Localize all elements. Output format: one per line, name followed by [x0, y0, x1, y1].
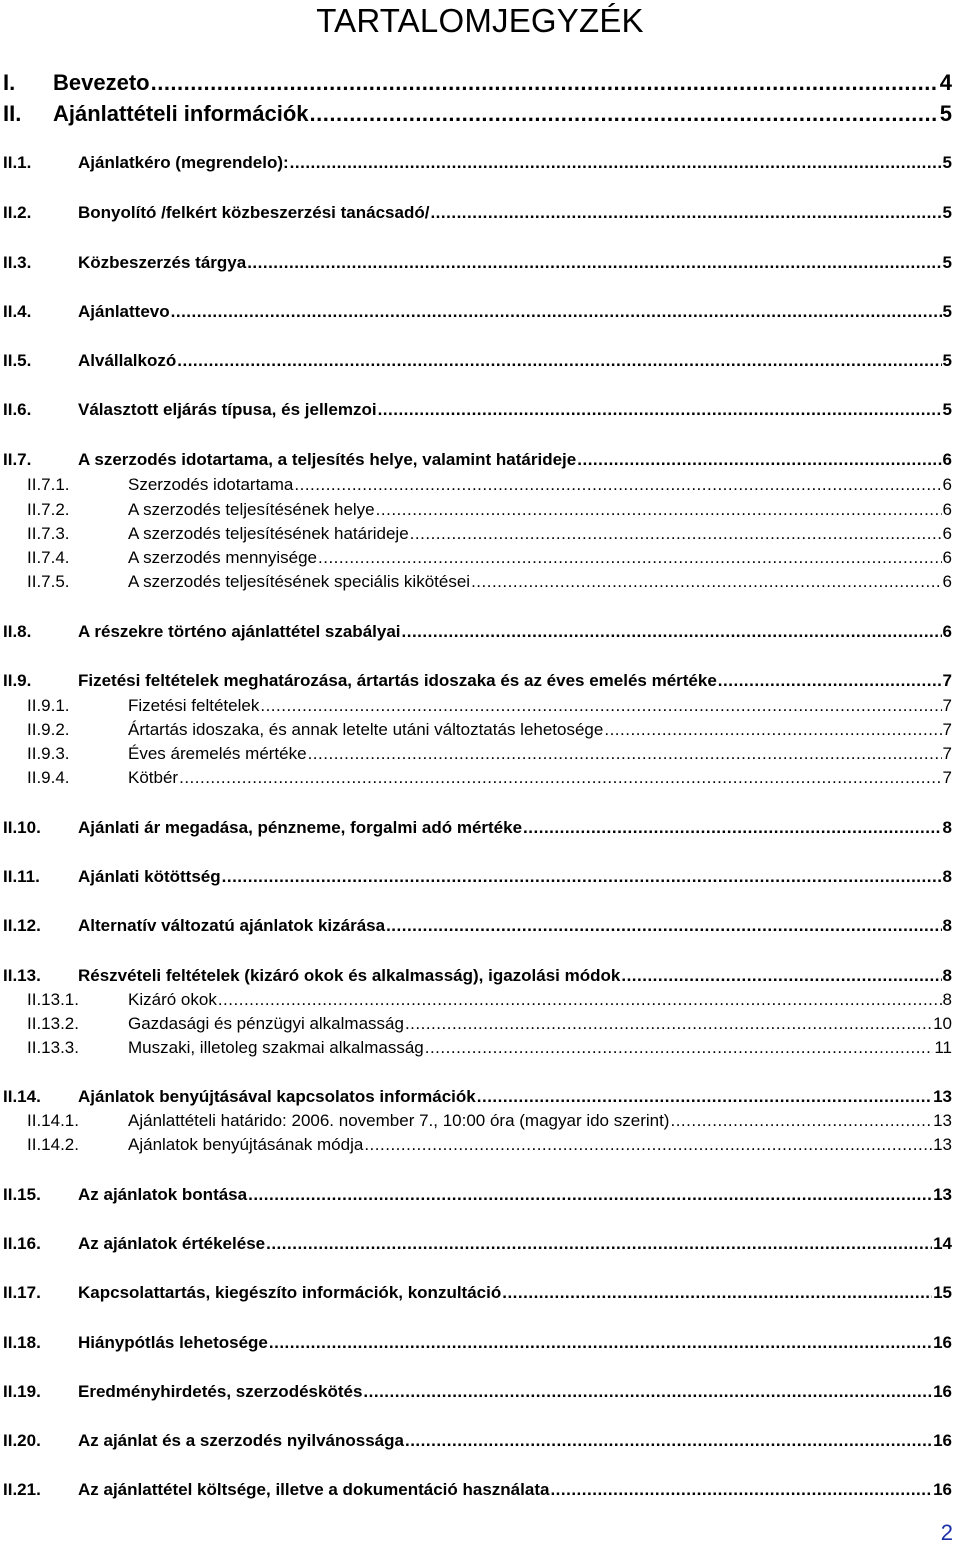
toc-entry[interactable] [0, 720, 960, 744]
toc-entry-page: 7 [942, 744, 952, 763]
dot-leader [179, 768, 941, 788]
toc-entry-page: 6 [942, 572, 952, 591]
toc-entry[interactable] [0, 1480, 960, 1504]
toc-entry-label: Választott eljárás típusa, és jellemzoi [78, 400, 377, 419]
toc-entry-page: 6 [942, 548, 952, 567]
dot-leader [318, 548, 942, 568]
toc-entry-label: Alvállalkozó [78, 351, 177, 370]
toc-entry-label: Fizetési feltételek meghatározása, ártartás idoszaka és az éves emelés mértéke [78, 671, 717, 690]
toc-entry[interactable] [0, 548, 960, 572]
toc-entry-label: Ajánlattételi információk [53, 101, 309, 126]
toc-entry[interactable] [0, 990, 960, 1014]
toc-entry[interactable] [0, 1014, 960, 1038]
toc-entry[interactable] [0, 1283, 960, 1307]
toc-entry[interactable] [0, 818, 960, 842]
toc-entry-page: 4 [939, 70, 952, 95]
toc-entry-label: Muszaki, illetoleg szakmai alkalmasság [128, 1038, 424, 1057]
toc-entry-label: Ártartás idoszaka, és annak letelte utáni változtatás lehetosége [128, 720, 604, 739]
toc-entry[interactable] [0, 153, 960, 177]
toc-entry-page: 5 [942, 253, 952, 272]
toc-entry-number: II.13.3. [27, 1038, 79, 1057]
dot-leader [171, 302, 942, 322]
dot-leader [405, 1014, 932, 1034]
toc-entry-page: 5 [942, 302, 952, 321]
dot-leader [550, 1480, 932, 1500]
dot-leader [386, 916, 941, 936]
toc-entry[interactable] [0, 1382, 960, 1406]
toc-entry-number: II.7.5. [27, 572, 70, 591]
toc-entry-number: II.21. [3, 1480, 41, 1499]
toc-entry-page: 8 [942, 867, 952, 886]
toc-entry-page: 5 [942, 153, 952, 172]
dot-leader [294, 475, 941, 495]
toc-entry-number: II.3. [3, 253, 32, 272]
toc-entry-label: Fizetési feltételek [128, 696, 260, 715]
toc-entry[interactable] [0, 253, 960, 277]
toc-entry-number: II.9.3. [27, 744, 70, 763]
toc-entry-label: Ajánlattételi határido: 2006. november 7., 10:00 óra (magyar ido szerint) [128, 1111, 670, 1130]
toc-entry-number: II.20. [3, 1431, 41, 1450]
toc-entry-label: Gazdasági és pénzügyi alkalmasság [128, 1014, 404, 1033]
dot-leader [308, 744, 942, 764]
toc-entry-number: II.12. [3, 916, 41, 935]
toc-entry-page: 6 [942, 475, 952, 494]
dot-leader [222, 867, 942, 887]
toc-entry[interactable] [0, 70, 960, 94]
toc-entry-label: Közbeszerzés tárgya [78, 253, 247, 272]
toc-entry[interactable] [0, 302, 960, 326]
dot-leader [430, 203, 941, 223]
toc-entry[interactable] [0, 351, 960, 375]
toc-entry-page: 15 [933, 1283, 952, 1302]
toc-entry-page: 5 [939, 101, 952, 126]
toc-entry-label: Az ajánlat és a szerzodés nyilvánossága [78, 1431, 404, 1450]
toc-entry[interactable] [0, 400, 960, 424]
toc-entry-label: Hiánypótlás lehetosége [78, 1333, 268, 1352]
toc-entry-page: 5 [942, 351, 952, 370]
toc-entry-page: 6 [942, 500, 952, 519]
toc-entry-label: Részvételi feltételek (kizáró okok és alkalmasság), igazolási módok [78, 966, 621, 985]
dot-leader [402, 622, 942, 642]
toc-entry-page: 13 [933, 1087, 952, 1106]
toc-entry-label: A szerzodés teljesítésének határideje [128, 524, 409, 543]
toc-entry[interactable] [0, 203, 960, 227]
toc-entry[interactable] [0, 1234, 960, 1258]
toc-entry-label: Kizáró okok [128, 990, 217, 1009]
toc-entry-number: II.9.2. [27, 720, 70, 739]
toc-entry[interactable] [0, 671, 960, 695]
toc-entry-number: II.7.3. [27, 524, 70, 543]
toc-entry-number: II.17. [3, 1283, 41, 1302]
toc-entry-number: II.9. [3, 671, 32, 690]
toc-entry-page: 7 [942, 696, 952, 715]
toc-entry-page: 5 [942, 203, 952, 222]
toc-entry-page: 5 [942, 400, 952, 419]
toc-entry-label: A szerzodés teljesítésének helye [128, 500, 375, 519]
toc-entry[interactable] [0, 916, 960, 940]
dot-leader [260, 696, 941, 716]
toc-entry-page: 13 [933, 1185, 952, 1204]
toc-entry-number: II.13. [3, 966, 41, 985]
toc-entry[interactable] [0, 1038, 960, 1062]
toc-entry-number: I. [3, 70, 16, 95]
toc-entry-number: II.6. [3, 400, 32, 419]
dot-leader [310, 101, 939, 127]
toc-entry-number: II.1. [3, 153, 32, 172]
toc-entry-number: II.2. [3, 203, 32, 222]
toc-entry-page: 13 [933, 1111, 952, 1130]
toc-entry[interactable] [0, 1431, 960, 1455]
dot-leader [364, 1135, 932, 1155]
toc-entry-page: 10 [933, 1014, 952, 1033]
toc-entry-label: Bevezeto [53, 70, 150, 95]
toc-entry-page: 7 [942, 671, 952, 690]
dot-leader [670, 1111, 932, 1131]
dot-leader [405, 1431, 932, 1451]
dot-leader [378, 400, 942, 420]
dot-leader [410, 524, 942, 544]
toc-entry-label: A szerzodés teljesítésének speciális kikötései [128, 572, 471, 591]
page-number: 2 [940, 1520, 953, 1545]
document-title: TARTALOMJEGYZÉK [316, 2, 644, 39]
toc-entry-page: 6 [942, 524, 952, 543]
toc-entry[interactable] [0, 1185, 960, 1209]
toc-entry[interactable] [0, 572, 960, 596]
toc-entry-label: Ajánlattevo [78, 302, 170, 321]
toc-entry-page: 6 [942, 622, 952, 641]
toc-entry-number: II.16. [3, 1234, 41, 1253]
toc-entry-label: Szerzodés idotartama [128, 475, 294, 494]
toc-entry[interactable] [0, 966, 960, 990]
toc-entry-number: II.11. [3, 867, 40, 886]
toc-entry-label: Kötbér [128, 768, 179, 787]
toc-entry-number: II.14.2. [27, 1135, 79, 1154]
toc-entry[interactable] [0, 475, 960, 499]
toc-entry-label: Az ajánlattétel költsége, illetve a dokumentáció használata [78, 1480, 550, 1499]
toc-entry-label: Eredményhirdetés, szerzodéskötés [78, 1382, 363, 1401]
toc-entry-page: 7 [942, 720, 952, 739]
dot-leader [621, 966, 941, 986]
dot-leader [523, 818, 941, 838]
dot-leader [577, 450, 941, 470]
toc-entry-page: 8 [942, 990, 952, 1009]
dot-leader [363, 1382, 932, 1402]
toc-entry-number: II.4. [3, 302, 32, 321]
toc-entry[interactable] [0, 768, 960, 792]
toc-entry[interactable] [0, 696, 960, 720]
dot-leader [718, 671, 942, 691]
toc-entry[interactable] [0, 1333, 960, 1357]
dot-leader [290, 153, 942, 173]
toc-entry-number: II.7.1. [27, 475, 70, 494]
toc-entry-page: 16 [933, 1480, 952, 1499]
toc-entry-number: II.7. [3, 450, 32, 469]
toc-entry-label: A szerzodés mennyisége [128, 548, 317, 567]
dot-leader [247, 253, 941, 273]
dot-leader [248, 1185, 932, 1205]
toc-entry-number: II.9.1. [27, 696, 70, 715]
toc-entry-page: 11 [934, 1038, 952, 1057]
toc-entry-number: II.8. [3, 622, 32, 641]
toc-entry-label: Kapcsolattartás, kiegészíto információk, konzultáció [78, 1283, 502, 1302]
toc-entry-label: A részekre történo ajánlattétel szabályai [78, 622, 401, 641]
toc-entry-label: Az ajánlatok értékelése [78, 1234, 266, 1253]
toc-entry[interactable] [0, 622, 960, 646]
dot-leader [177, 351, 941, 371]
dot-leader [471, 572, 941, 592]
toc-entry-label: Alternatív változatú ajánlatok kizárása [78, 916, 386, 935]
dot-leader [477, 1087, 932, 1107]
toc-entry-page: 16 [933, 1431, 952, 1450]
toc-entry-label: Az ajánlatok bontása [78, 1185, 248, 1204]
toc-entry-page: 8 [942, 916, 952, 935]
toc-entry-label: Ajánlatok benyújtásának módja [128, 1135, 364, 1154]
toc-entry[interactable] [0, 867, 960, 891]
toc-entry-number: II.13.1. [27, 990, 79, 1009]
dot-leader [269, 1333, 932, 1353]
toc-entry-label: A szerzodés idotartama, a teljesítés helye, valamint határideje [78, 450, 577, 469]
toc-entry-label: Bonyolító /felkért közbeszerzési tanácsadó/ [78, 203, 430, 222]
toc-entry[interactable] [0, 500, 960, 524]
dot-leader [425, 1038, 934, 1058]
toc-entry-number: II.19. [3, 1382, 41, 1401]
toc-entry-number: II.10. [3, 818, 41, 837]
toc-entry-page: 6 [942, 450, 952, 469]
dot-leader [266, 1234, 932, 1254]
toc-entry-page: 8 [942, 818, 952, 837]
toc-entry-page: 8 [942, 966, 952, 985]
dot-leader [376, 500, 942, 520]
toc-entry-page: 16 [933, 1382, 952, 1401]
toc-entry-label: Ajánlati ár megadása, pénzneme, forgalmi adó mértéke [78, 818, 523, 837]
toc-entry-number: II.13.2. [27, 1014, 79, 1033]
dot-leader [151, 70, 939, 96]
toc-entry-number: II.7.2. [27, 500, 70, 519]
toc-entry-number: II.14. [3, 1087, 41, 1106]
toc-entry[interactable] [0, 524, 960, 548]
toc-entry-page: 7 [942, 768, 952, 787]
toc-entry[interactable] [0, 1111, 960, 1135]
dot-leader [604, 720, 941, 740]
dot-leader [218, 990, 942, 1010]
toc-entry-page: 13 [933, 1135, 952, 1154]
toc-entry-number: II.18. [3, 1333, 41, 1352]
toc-entry-page: 16 [933, 1333, 952, 1352]
toc-entry[interactable] [0, 1135, 960, 1159]
toc-entry-page: 14 [933, 1234, 952, 1253]
toc-entry-label: Ajánlatok benyújtásával kapcsolatos információk [78, 1087, 476, 1106]
toc-entry[interactable] [0, 1087, 960, 1111]
toc-entry-number: II.14.1. [27, 1111, 79, 1130]
dot-leader [502, 1283, 932, 1303]
toc-entry-number: II. [3, 101, 22, 126]
toc-entry-number: II.7.4. [27, 548, 70, 567]
toc-entry-number: II.15. [3, 1185, 41, 1204]
toc-entry[interactable] [0, 744, 960, 768]
toc-entry[interactable] [0, 450, 960, 474]
toc-entry-label: Ajánlatkéro (megrendelo): [78, 153, 289, 172]
toc-entry-number: II.9.4. [27, 768, 70, 787]
toc-entry-number: II.5. [3, 351, 32, 370]
toc-entry-label: Éves áremelés mértéke [128, 744, 307, 763]
toc-entry[interactable] [0, 101, 960, 125]
toc-entry-label: Ajánlati kötöttség [78, 867, 221, 886]
